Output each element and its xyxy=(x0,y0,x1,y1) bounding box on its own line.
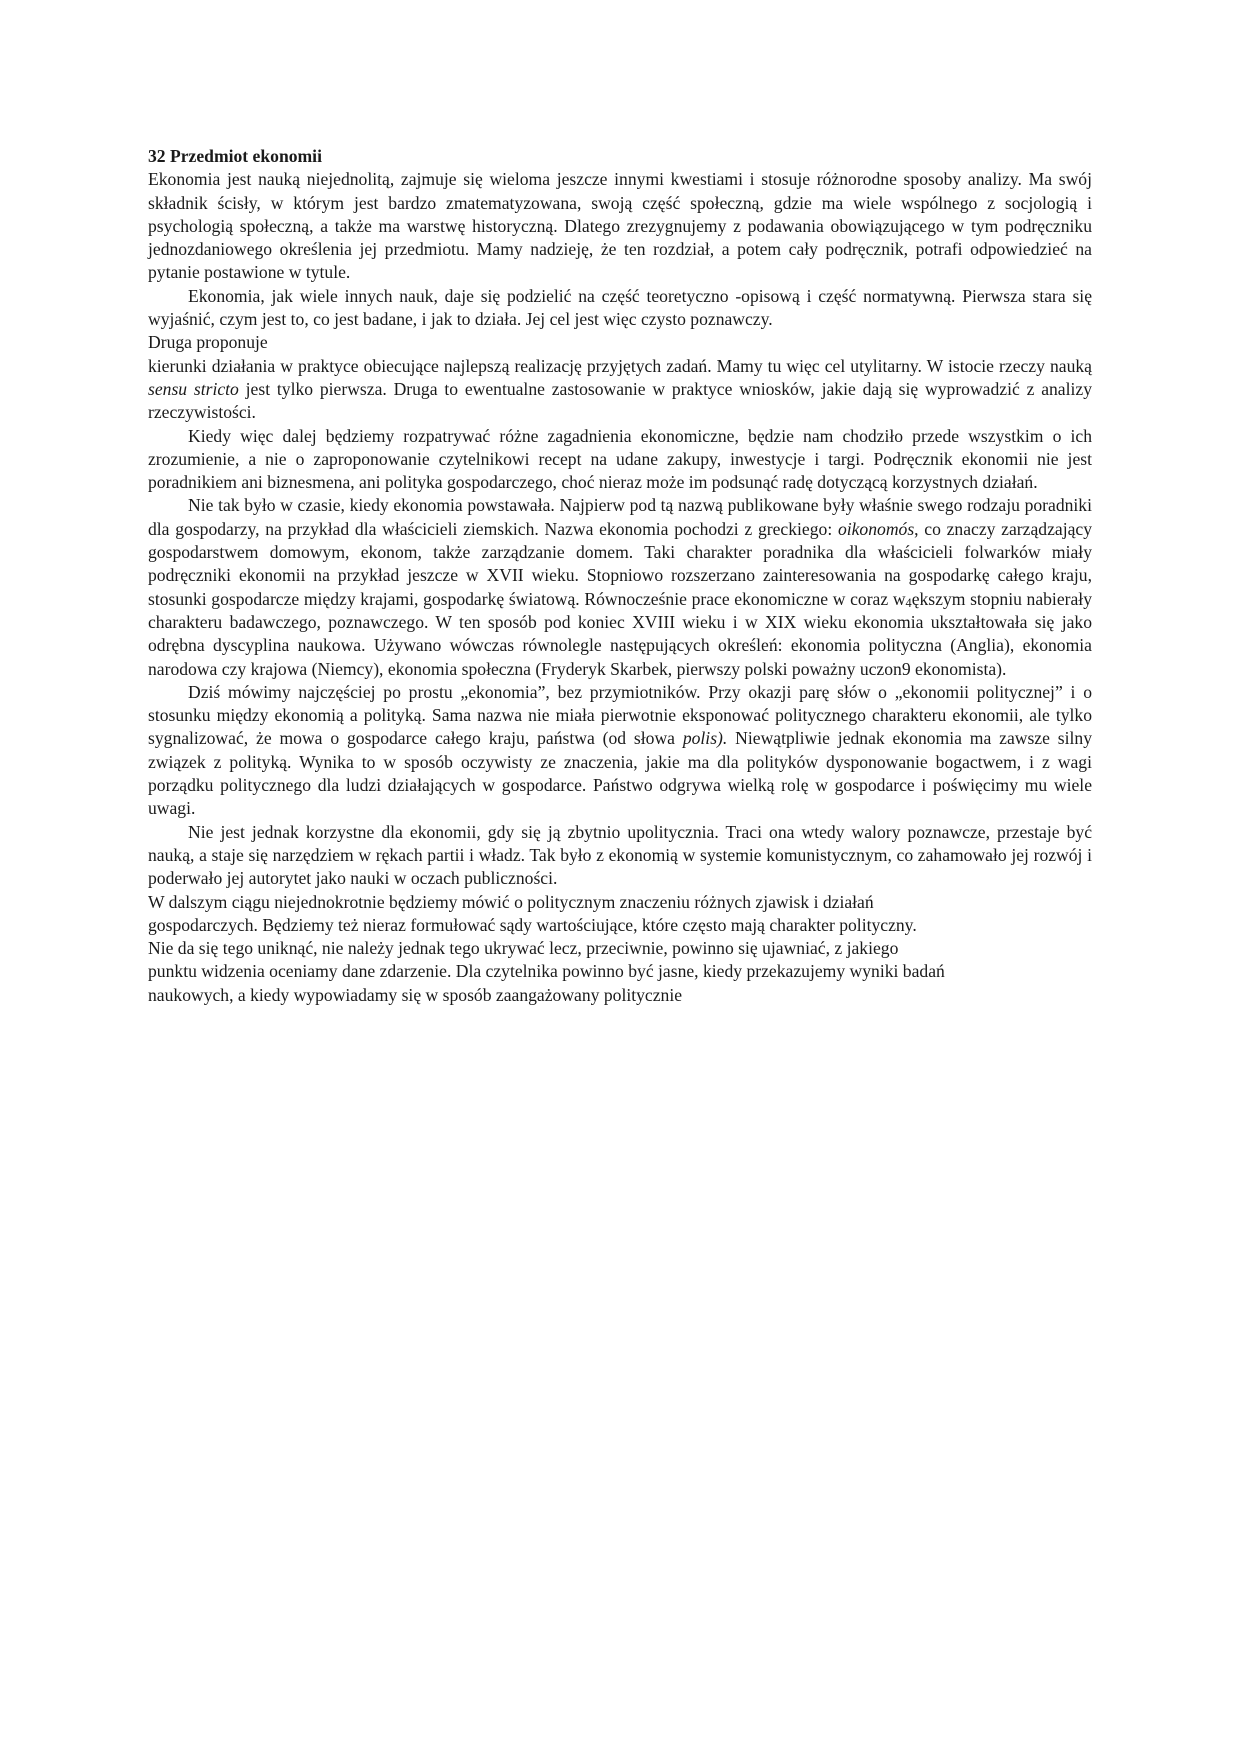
paragraph-5-subscript: 4 xyxy=(905,595,912,610)
paragraph-8-line-1: W dalszym ciągu niejednokrotnie będziemy mówić o politycznym znaczeniu różnych zjawisk i działań xyxy=(148,891,874,912)
paragraph-6 xyxy=(148,681,1092,821)
paragraph-5 xyxy=(148,494,1092,680)
document-page xyxy=(148,145,1092,1007)
paragraph-6-text-a: Dziś mówimy najczęściej po prostu „ekonomia”, bez przymiotników. Przy okazji parę słów o „ekonomii politycznej” i o stosunku między ekonomią a polityką. Sama nazwa nie miała pierwotnie eksponować politycznego charakteru ekonomii, ale tylko sygnalizować, że mowa o gospodarce całego kraju, państwa (od słowa xyxy=(148,681,1092,749)
paragraph-3-emphasis: sensu stricto xyxy=(148,378,239,399)
paragraph-6-emphasis: polis). xyxy=(682,728,728,749)
paragraph-5-text-a: Nie tak było w czasie, kiedy ekonomia powstawała. Najpierw pod tą nazwą publikowane były właśnie swego rodzaju poradniki dla gospodarzy, na przykład dla właścicieli ziemskich. Nazwa ekonomia pochodzi z greckiego: xyxy=(148,495,1092,539)
paragraph-3-text-a: kierunki działania w praktyce obiecujące najlepszą realizację przyjętych zadań. Mamy tu więc cel utylitarny. W istocie rzeczy nauką xyxy=(148,355,1092,376)
paragraph-8-line-3: Nie da się tego uniknąć, nie należy jednak tego ukrywać lecz, przeciwnie, powinno się ujawniać, z jakiego xyxy=(148,938,899,959)
paragraph-5-text-c: ększym stopniu nabierały charakteru badawczego, poznawczego. W ten sposób pod koniec XVIII wieku i w XIX wieku ekonomia ukształtowała się jako odrębna dyscyplina naukowa. Używano wówczas równolegle następujących określeń: ekonomia polityczna (Anglia), ekonomia narodowa czy krajowa (Niemcy), ekonomia społeczna (Fryderyk Skarbek, pierwszy polski poważny uczon9 ekonomista). xyxy=(148,588,1092,679)
paragraph-5-emphasis: oikonomós xyxy=(837,518,915,539)
paragraph-3 xyxy=(148,355,1092,425)
document-title: 32 Przedmiot ekonomii xyxy=(148,146,322,166)
paragraph-2-tail: Druga proponuje xyxy=(148,332,268,353)
paragraph-8-line-5: naukowych, a kiedy wypowiadamy się w sposób zaangażowany politycznie xyxy=(148,984,683,1005)
paragraph-1: Ekonomia jest nauką niejednolitą, zajmuje się wieloma jeszcze innymi kwestiami i stosuje różnorodne sposoby analizy. Ma swój składnik ścisły, w którym jest bardzo zmatematyzowana, swoją część społeczną, gdzie ma wiele wspólnego z socjologią i psychologią społeczną, a także ma warstwę historyczną. Dlatego zrezygnujemy z podawania obowiązującego w tym podręczniku jednozdaniowego określenia jej przedmiotu. Mamy nadzieję, że ten rozdział, a potem cały podręcznik, potrafi odpowiedzieć na pytanie postawione w tytule. xyxy=(148,169,1092,283)
paragraph-4: Kiedy więc dalej będziemy rozpatrywać różne zagadnienia ekonomiczne, będzie nam chodziło przede wszystkim o ich zrozumienie, a nie o zaproponowanie czytelnikowi recept na udane zakupy, inwestycje i targi. Podręcznik ekonomii nie jest poradnikiem ani biznesmena, ani polityka gospodarczego, choć nieraz może im podsunąć radę dotyczącą korzystnych działań. xyxy=(148,425,1092,493)
paragraph-8-line-2: gospodarczych. Będziemy też nieraz formułować sądy wartościujące, które często mają charakter polityczny. xyxy=(148,914,917,935)
paragraph-2: Ekonomia, jak wiele innych nauk, daje się podzielić na część teoretyczno -opisową i część normatywną. Pierwsza stara się wyjaśnić, czym jest to, co jest badane, i jak to działa. Jej cel jest więc czysto poznawczy. xyxy=(148,285,1092,330)
paragraph-8-line-4: punktu widzenia oceniamy dane zdarzenie. Dla czytelnika powinno być jasne, kiedy przekazujemy wyniki badań xyxy=(148,961,945,982)
paragraph-3-text-b: jest tylko pierwsza. Druga to ewentualne zastosowanie w praktyce wniosków, jakie dają się wyprowadzić z analizy rzeczywistości. xyxy=(148,378,1092,423)
paragraph-7: Nie jest jednak korzystne dla ekonomii, gdy się ją zbytnio upolitycznia. Traci ona wtedy walory poznawcze, przestaje być nauką, a staje się narzędziem w rękach partii i władz. Tak było z ekonomią w systemie komunistycznym, co zahamowało jej rozwój i poderwało jej autorytet jako nauki w oczach publiczności. xyxy=(148,821,1092,889)
paragraph-6-text-b: Niewątpliwie jednak ekonomia ma zawsze silny związek z polityką. Wynika to w sposób oczywisty ze znaczenia, jakie ma dla polityków dysponowanie bogactwem, i z wagi porządku politycznego dla ludzi działających w gospodarce. Państwo odgrywa wielką rolę w gospodarce i poświęcimy mu wiele uwagi. xyxy=(148,728,1092,819)
paragraph-5-text-b: , co znaczy zarządzający gospodarstwem domowym, ekonom, także zarządzanie domem. Taki charakter poradnika dla właścicieli folwarków miały podręczniki ekonomii na przykład jeszcze w XVII wieku. Stopniowo rozszerzano zainteresowania na gospodarkę całego kraju, stosunki gospodarcze między krajami, gospodarkę światową. Równocześnie prace ekonomiczne w coraz w xyxy=(148,518,1092,609)
